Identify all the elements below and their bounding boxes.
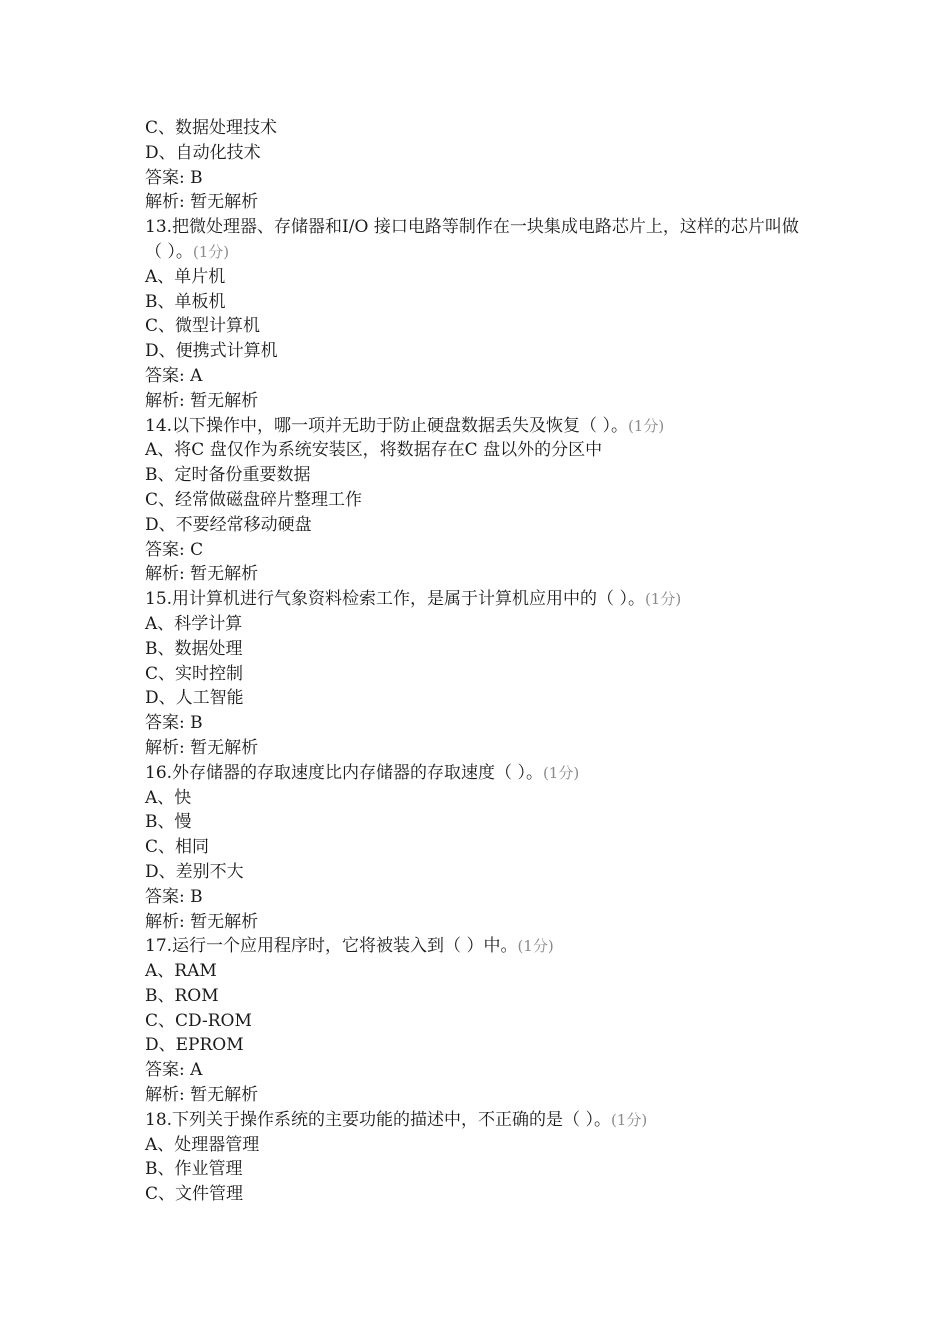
option-line: D、EPROM xyxy=(145,1035,244,1056)
option-line: A、单片机 xyxy=(145,266,226,287)
answer-line: 答案: A xyxy=(145,365,203,386)
analysis-line: 解析: 暂无解析 xyxy=(145,390,259,411)
question-score: (1分) xyxy=(627,416,665,435)
option-line: B、定时备份重要数据 xyxy=(145,465,311,486)
option-line: C、实时控制 xyxy=(145,663,244,684)
option-line: C、微型计算机 xyxy=(145,316,261,337)
analysis-line: 解析: 暂无解析 xyxy=(145,911,259,932)
option-line: A、将C 盘仅作为系统安装区，将数据存在C 盘以外的分区中 xyxy=(145,440,603,461)
question-text: 18.下列关于操作系统的主要功能的描述中，不正确的是（ ）。 xyxy=(145,1109,611,1130)
option-line: A、RAM xyxy=(145,961,217,982)
option-line: A、快 xyxy=(145,787,192,808)
question-stem xyxy=(145,587,805,612)
option-line: D、自动化技术 xyxy=(145,142,261,163)
option-line: A、科学计算 xyxy=(145,613,243,634)
answer-line: 答案: B xyxy=(145,713,203,734)
question-stem xyxy=(145,934,805,959)
question-score: (1分) xyxy=(610,1110,648,1129)
option-line: C、数据处理技术 xyxy=(145,118,278,138)
question-score: (1分) xyxy=(542,763,580,782)
option-line: B、数据处理 xyxy=(145,638,243,659)
answer-line: 答案: B xyxy=(145,167,203,188)
question-text: 15.用计算机进行气象资料检索工作，是属于计算机应用中的（ ）。 xyxy=(145,589,645,610)
answer-line: 答案: C xyxy=(145,539,204,560)
option-line: B、单板机 xyxy=(145,291,226,312)
option-line: C、CD-ROM xyxy=(145,1010,252,1031)
option-line: D、不要经常移动硬盘 xyxy=(145,514,312,535)
option-line: D、便携式计算机 xyxy=(145,341,278,362)
question-text: 16.外存储器的存取速度比内存储器的存取速度（ ）。 xyxy=(145,762,543,783)
option-line: A、处理器管理 xyxy=(145,1134,260,1155)
answer-line: 答案: A xyxy=(145,1060,203,1081)
question-score: (1分) xyxy=(644,590,682,609)
question-stem xyxy=(145,761,805,786)
question-stem xyxy=(145,215,805,265)
analysis-line: 解析: 暂无解析 xyxy=(145,737,259,758)
answer-line: 答案: B xyxy=(145,886,203,907)
question-list xyxy=(145,116,805,1207)
question-text: 14.以下操作中，哪一项并无助于防止硬盘数据丢失及恢复（ ）。 xyxy=(145,415,628,436)
question-stem xyxy=(145,1108,805,1133)
option-line: B、作业管理 xyxy=(145,1159,243,1180)
option-line: B、慢 xyxy=(145,812,192,833)
analysis-line: 解析: 暂无解析 xyxy=(145,192,259,213)
option-line: C、相同 xyxy=(145,837,210,858)
question-score: (1分) xyxy=(192,242,230,261)
option-line: C、经常做磁盘碎片整理工作 xyxy=(145,489,363,510)
option-line: B、ROM xyxy=(145,985,219,1006)
question-text: 17.运行一个应用程序时，它将被装入到（ ）中。 xyxy=(145,936,518,957)
option-line: C、文件管理 xyxy=(145,1184,244,1205)
option-line: D、人工智能 xyxy=(145,688,244,709)
analysis-line: 解析: 暂无解析 xyxy=(145,1085,259,1106)
analysis-line: 解析: 暂无解析 xyxy=(145,564,259,585)
question-text: 13.把微处理器、存储器和I/O 接口电路等制作在一块集成电路芯片上，这样的芯片叫做（ ）。 xyxy=(145,217,799,262)
question-score: (1分) xyxy=(517,937,554,956)
question-stem xyxy=(145,414,805,439)
option-line: D、差别不大 xyxy=(145,861,244,882)
